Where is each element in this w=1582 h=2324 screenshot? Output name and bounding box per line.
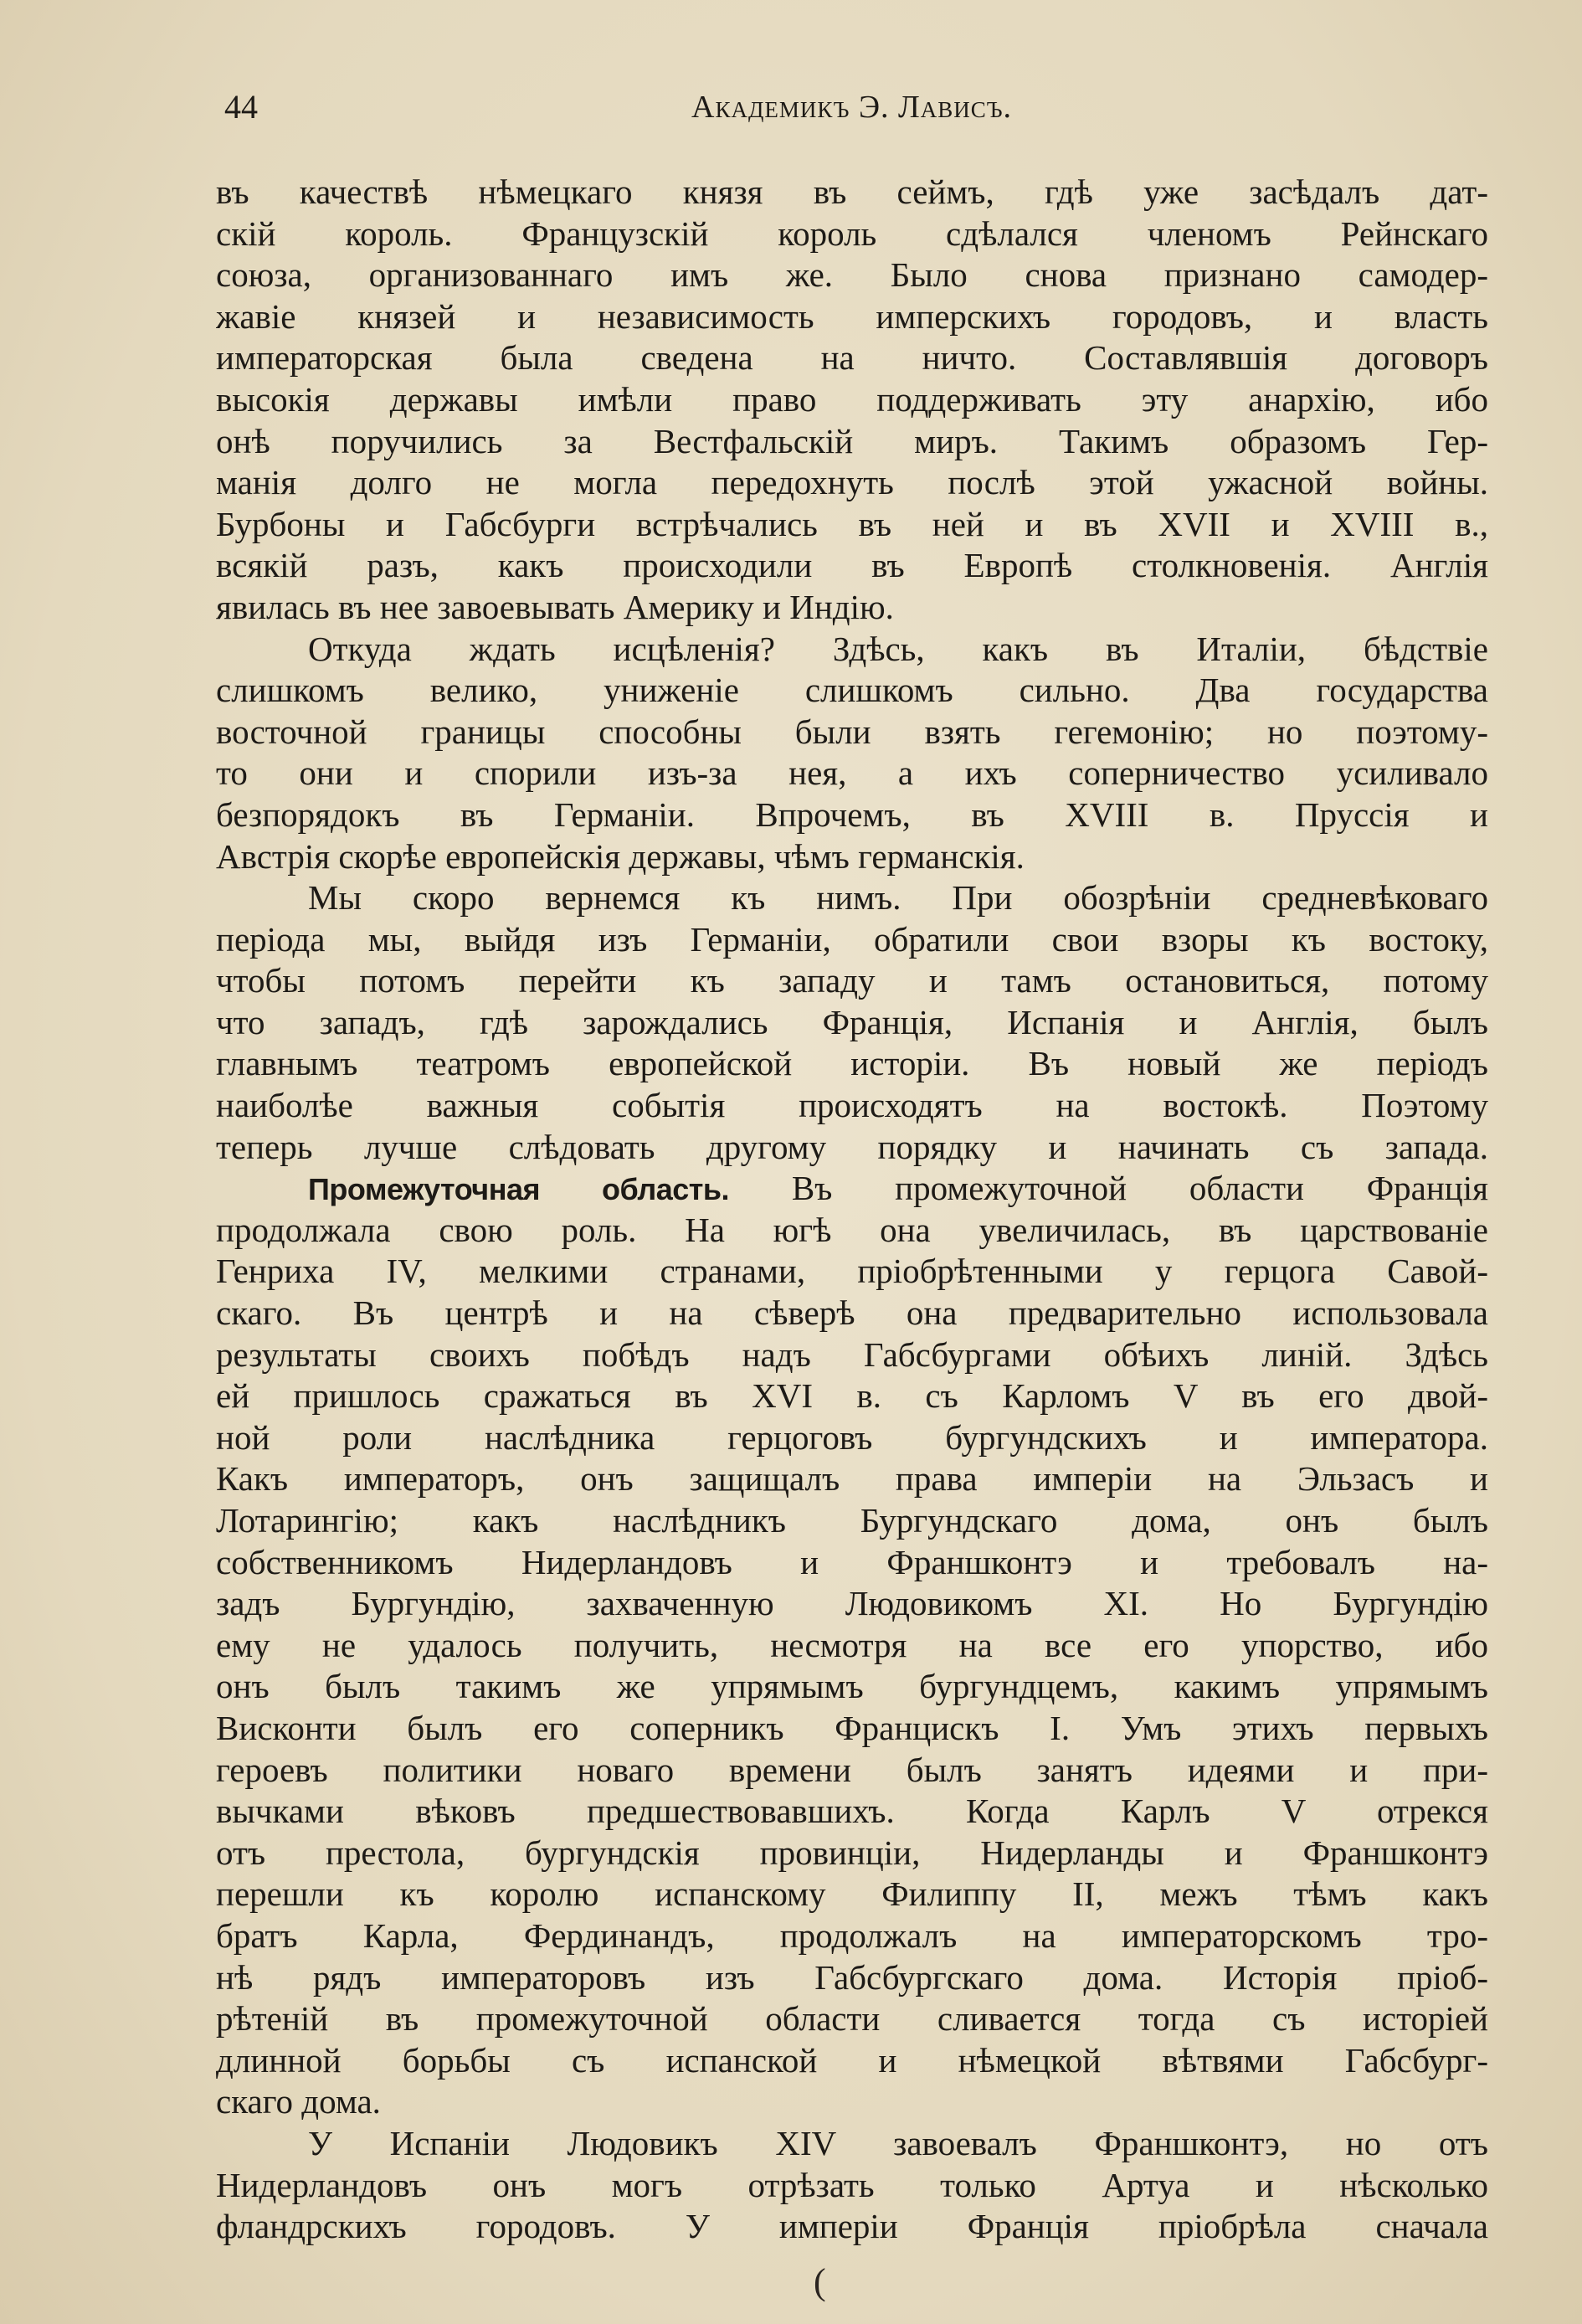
text-line: безпорядокъ въ Германіи. Впрочемъ, въ XVIII в. Пруссія и xyxy=(216,794,1488,834)
text-line: Нидерландовъ онъ могъ отрѣзать только Артуа и нѣсколько xyxy=(216,2165,1488,2204)
text-line: Откуда ждать исцѣленія? Здѣсь, какъ въ Италіи, бѣдствіе xyxy=(308,629,1488,668)
text-line: вычками вѣковъ предшествовавшихъ. Когда Карлъ V отрекся xyxy=(216,1792,1488,1831)
text-line: задъ Бургундію, захваченную Людовикомъ XI. Но Бургундію xyxy=(216,1584,1488,1623)
text-line: перешли къ королю испанскому Филиппу II, межъ тѣмъ какъ xyxy=(216,1874,1488,1914)
text-line: Австрія скорѣе европейскія державы, чѣмъ германскія. xyxy=(216,836,1025,876)
text-line: въ качествѣ нѣмецкаго князя въ сеймъ, гдѣ уже засѣдалъ дат- xyxy=(216,172,1488,211)
page-number: 44 xyxy=(224,88,258,126)
text-line: скаго. Въ центрѣ и на сѣверѣ она предварительно использовала xyxy=(216,1293,1488,1333)
text-line: скаго дома. xyxy=(216,2082,381,2121)
paragraph xyxy=(216,629,1488,878)
paragraph xyxy=(216,172,1488,629)
text-line: результаты своихъ побѣдъ надъ Габсбургами обѣихъ линій. Здѣсь xyxy=(216,1334,1488,1374)
text-line: жавіе князей и независимость имперскихъ городовъ, и власть xyxy=(216,296,1488,336)
paragraph xyxy=(216,1168,1488,2123)
text-line: отъ престола, бургундскія провинціи, Нидерланды и Франшконтэ xyxy=(216,1833,1488,1872)
text-line: ему не удалось получить, несмотря на все его упорство, ибо xyxy=(216,1625,1488,1664)
text-line: періода мы, выйдя изъ Германіи, обратили свои взоры къ востоку, xyxy=(216,919,1488,959)
text-line: Генриха IV, мелкими странами, пріобрѣтенными у герцога Савой- xyxy=(216,1252,1488,1291)
text-line: Какъ императоръ, онъ защищалъ права имперіи на Эльзасъ и xyxy=(216,1459,1488,1499)
text-line: императорская была сведена на ничто. Составлявшія договоръ xyxy=(216,338,1488,378)
running-head: Академикъ Э. Лависъ. xyxy=(691,90,1013,125)
text-line: скій король. Французскій король сдѣлался членомъ Рейнскаго xyxy=(216,213,1488,253)
text-line: онѣ поручились за Вестфальскій миръ. Такимъ образомъ Гер- xyxy=(216,421,1488,460)
text-line: Висконти былъ его соперникъ Францискъ I. Умъ этихъ первыхъ xyxy=(216,1708,1488,1747)
text-line: высокія державы имѣли право поддерживать эту анархію, ибо xyxy=(216,379,1488,419)
text-line: то они и спорили изъ-за нея, а ихъ соперничество усиливало xyxy=(216,753,1488,793)
text-line: фландрскихъ городовъ. У имперіи Франція пріобрѣла сначала xyxy=(216,2207,1488,2246)
text-line: онъ былъ такимъ же упрямымъ бургундцемъ, какимъ упрямымъ xyxy=(216,1667,1488,1706)
text-line: манія долго не могла передохнуть послѣ этой ужасной войны. xyxy=(216,463,1488,502)
page-body xyxy=(216,172,1488,2248)
text-line: ной роли наслѣдника герцоговъ бургундскихъ и императора. xyxy=(216,1417,1488,1457)
text-line: союза, организованнаго имъ же. Было снова признано самодер- xyxy=(216,255,1488,295)
text-line: У Испаніи Людовикъ XIV завоевалъ Франшконтэ, но отъ xyxy=(308,2123,1488,2162)
text-line: чтобы потомъ перейти къ западу и тамъ остановиться, потому xyxy=(216,961,1488,1000)
text-line xyxy=(216,1168,1488,1210)
section-heading: Промежуточная область. xyxy=(308,1172,730,1207)
text-line: братъ Карла, Фердинандъ, продолжалъ на императорскомъ тро- xyxy=(216,1915,1488,1955)
text-line: длинной борьбы съ испанской и нѣмецкой вѣтвями Габсбург- xyxy=(216,2040,1488,2080)
text-line: явилась въ нее завоевывать Америку и Индію. xyxy=(216,587,894,626)
text-line: собственникомъ Нидерландовъ и Франшконтэ и требовалъ на- xyxy=(216,1542,1488,1581)
text-line: всякій разъ, какъ происходили въ Европѣ столкновенія. Англія xyxy=(216,546,1488,585)
page-header xyxy=(224,82,1482,132)
text-line: рѣтеній въ промежуточной области сливается тогда съ исторіей xyxy=(216,1999,1488,2039)
text-line: теперь лучше слѣдовать другому порядку и начинать съ запада. xyxy=(216,1127,1488,1166)
text-fragment: Въ промежуточной области Франція xyxy=(791,1169,1488,1208)
text-line: Бурбоны и Габсбурги встрѣчались въ ней и въ XVII и XVIII в., xyxy=(216,504,1488,543)
stray-print-mark: ( xyxy=(814,2261,826,2302)
text-line: героевъ политики новаго времени былъ занятъ идеями и при- xyxy=(216,1750,1488,1789)
text-line: главнымъ театромъ европейской исторіи. Въ новый же періодъ xyxy=(216,1044,1488,1083)
text-line: продолжала свою роль. На югѣ она увеличилась, въ царствованіе xyxy=(216,1210,1488,1249)
text-line: слишкомъ велико, униженіе слишкомъ сильно. Два государства xyxy=(216,671,1488,710)
text-line: ей пришлось сражаться въ XVI в. съ Карломъ V въ его двой- xyxy=(216,1376,1488,1416)
paragraph xyxy=(216,2123,1488,2248)
text-line: Мы скоро вернемся къ нимъ. При обозрѣніи средневѣковаго xyxy=(308,878,1488,918)
paragraph xyxy=(216,877,1488,1168)
text-line: нѣ рядъ императоровъ изъ Габсбургскаго дома. Исторія пріоб- xyxy=(216,1957,1488,1997)
text-line: что западъ, гдѣ зарождались Франція, Испанія и Англія, былъ xyxy=(216,1002,1488,1041)
text-line: Лотарингію; какъ наслѣдникъ Бургундскаго дома, онъ былъ xyxy=(216,1501,1488,1540)
text-line: восточной границы способны были взять гегемонію; но поэтому- xyxy=(216,712,1488,751)
text-line: наиболѣе важныя событія происходятъ на востокѣ. Поэтому xyxy=(216,1086,1488,1125)
